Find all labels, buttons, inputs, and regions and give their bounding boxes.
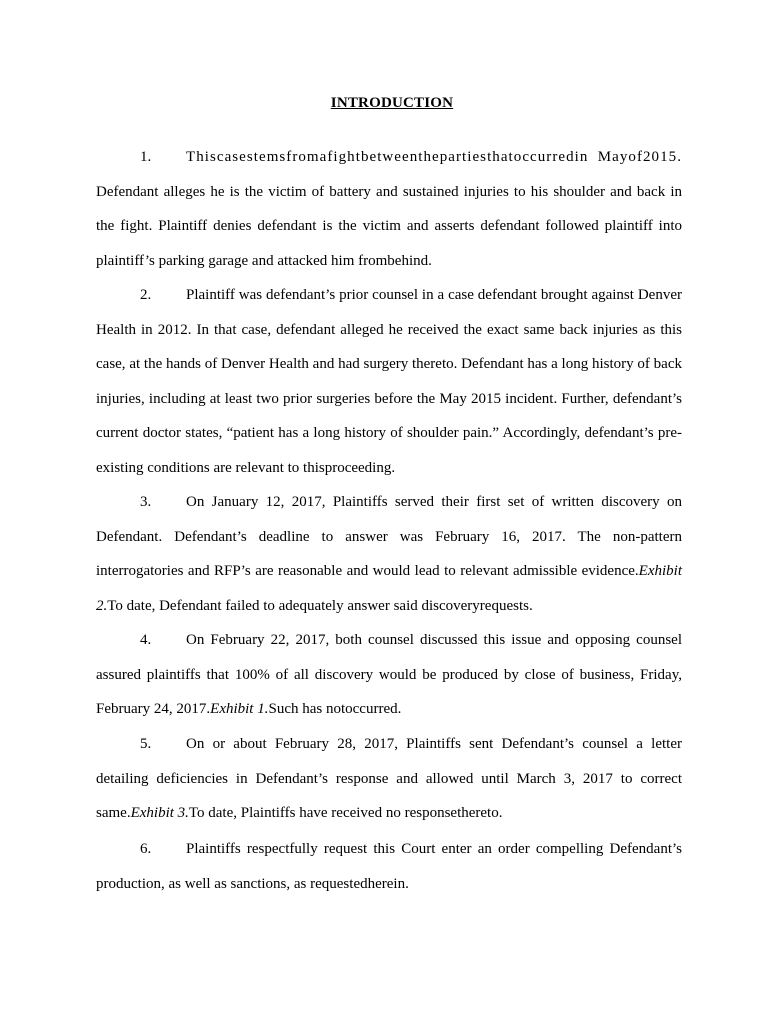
paragraph-2	[96, 278, 682, 486]
paragraph-text: Plaintiffs respectfully request this Court enter an order compelling Defendant’s production, as well as sanctions, as requestedherein.	[96, 841, 682, 892]
paragraph-text: Plaintiff was defendant’s prior counsel in a case defendant brought against Denver Health in 2012. In that case, defendant alleged he received the exact same back injuries as this case, at the hands of Denver Health and had surgery thereto. Defendant has a long history of back injuries, including at least two prior surgeries before the May 2015 incident. Further, defendant’s current doctor states, “patient has a long history of shoulder pain.” Accordingly, defendant’s pre-existing conditions are relevant to thisproceeding.	[96, 287, 682, 476]
paragraph-text-first-line: Thiscasestemsfromafightbetweenthepartiesthatoccurredin Mayof2015.	[186, 149, 682, 165]
paragraph-number: 3.	[140, 494, 152, 510]
paragraph-number: 5.	[140, 736, 152, 752]
paragraph-text: On February 22, 2017, both counsel discussed this issue and opposing counsel assured plaintiffs that 100% of all discovery would be produced by close of business, Friday, February 24, 2017.	[96, 632, 682, 718]
paragraph-number: 2.	[140, 287, 152, 303]
paragraph-text: On January 12, 2017, Plaintiffs served their first set of written discovery on Defendant. Defendant’s deadline to answer was February 16, 2017. The non-pattern interrogatories and RFP’s are reasonable and would lead to relevant admissible evidence.	[96, 494, 682, 580]
paragraph-4	[96, 623, 682, 727]
paragraph-text: On or about February 28, 2017, Plaintiffs sent Defendant’s counsel a letter detailing deficiencies in Defendant’s response and allowed until March 3, 2017 to correct same.	[96, 736, 682, 822]
paragraph-1	[96, 140, 682, 278]
paragraph-number: 6.	[140, 841, 152, 857]
paragraph-number: 1.	[140, 149, 152, 165]
exhibit-reference: Exhibit 3.	[130, 805, 189, 822]
paragraph-5	[96, 727, 682, 831]
paragraph-text: To date, Plaintiffs have received no responsethereto.	[188, 805, 503, 822]
exhibit-reference: Exhibit 2.	[96, 563, 682, 614]
paragraph-number: 4.	[140, 632, 152, 648]
paragraph-3	[96, 485, 682, 623]
section-heading: INTRODUCTION	[330, 95, 454, 111]
paragraph-6	[96, 832, 682, 901]
paragraph-text: To date, Defendant failed to adequately answer said discoveryrequests.	[107, 597, 533, 614]
exhibit-reference: Exhibit 1.	[210, 701, 269, 718]
paragraph-text: Defendant alleges he is the victim of battery and sustained injuries to his shoulder and back in the fight. Plaintiff denies defendant is the victim and asserts defendant followed plaintiff into plaintiff’s parking garage and attacked him frombehind.	[96, 183, 682, 269]
paragraph-text: Such has notoccurred.	[268, 701, 402, 718]
